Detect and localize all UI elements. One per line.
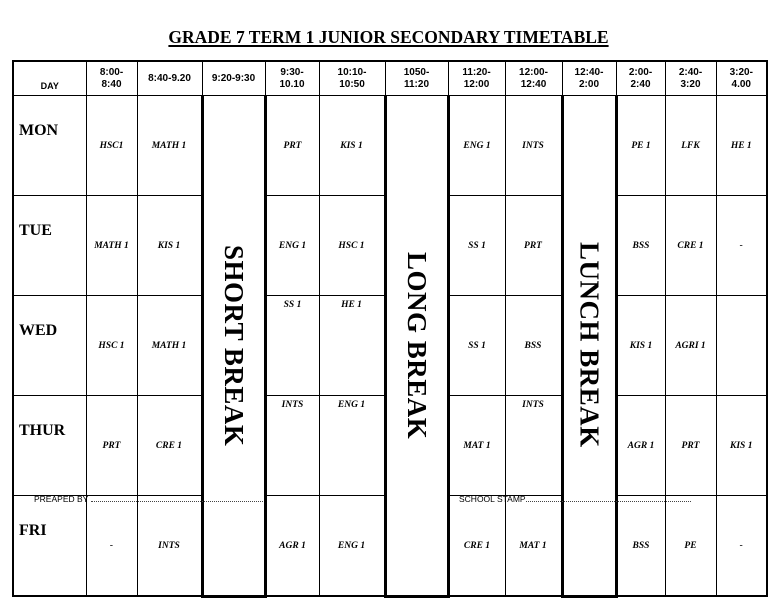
header-time-slot: 8:40-9.20: [137, 61, 202, 96]
header-time-slot: 10:10- 10:50: [319, 61, 385, 96]
lesson-cell: HE 1: [716, 96, 767, 196]
lesson-cell: ENG 1: [265, 196, 319, 296]
prepared-by-blank: [91, 494, 263, 502]
header-time-slot: 3:20- 4.00: [716, 61, 767, 96]
long-break-column: [385, 96, 448, 597]
timetable-grid: [12, 60, 768, 598]
school-stamp-label: SCHOOL STAMP: [459, 494, 526, 504]
lesson-cell: ENG 1: [448, 96, 505, 196]
lesson-cell: KIS 1: [319, 96, 385, 196]
header-time-slot: 8:00- 8:40: [86, 61, 137, 96]
lesson-cell: INTS: [137, 496, 202, 597]
lesson-cell: PRT: [665, 396, 716, 496]
lesson-cell: BSS: [616, 196, 665, 296]
lesson-cell: KIS 1: [616, 296, 665, 396]
prepared-by-line: [34, 494, 263, 504]
lesson-cell: AGR 1: [265, 496, 319, 597]
day-label: FRI: [13, 496, 86, 597]
lesson-cell: AGR 1: [616, 396, 665, 496]
lunch-break-label: LUNCH BREAK: [574, 242, 605, 449]
lesson-cell: -: [716, 496, 767, 597]
lesson-cell: SS 1: [265, 296, 319, 396]
header-day: DAY: [13, 61, 86, 96]
lesson-cell: HE 1: [319, 296, 385, 396]
lesson-cell: INTS: [505, 396, 562, 496]
lesson-cell: MATH 1: [137, 96, 202, 196]
school-stamp-blank: [526, 494, 691, 502]
header-time-slot: 9:20-9:30: [202, 61, 265, 96]
long-break-label: LONG BREAK: [402, 251, 432, 439]
header-time-slot: 2:40- 3:20: [665, 61, 716, 96]
header-time-slot: 12:00- 12:40: [505, 61, 562, 96]
header-time-slot: 9:30- 10.10: [265, 61, 319, 96]
header-time-slot: 2:00- 2:40: [616, 61, 665, 96]
lesson-cell: CRE 1: [448, 496, 505, 597]
day-label: WED: [13, 296, 86, 396]
lesson-cell: PE 1: [616, 96, 665, 196]
lesson-cell: MAT 1: [505, 496, 562, 597]
lesson-cell: INTS: [505, 96, 562, 196]
header-row: [13, 61, 767, 96]
school-stamp-line: [459, 494, 691, 504]
header-time-slot: 12:40- 2:00: [562, 61, 616, 96]
short-break-column: [202, 96, 265, 597]
timetable-title: GRADE 7 TERM 1 JUNIOR SECONDARY TIMETABLE: [168, 27, 609, 47]
lesson-cell: AGRI 1: [665, 296, 716, 396]
lesson-cell: HSC1: [86, 96, 137, 196]
day-label: THUR: [13, 396, 86, 496]
lesson-cell: PRT: [265, 96, 319, 196]
lesson-cell: PE: [665, 496, 716, 597]
lesson-cell: KIS 1: [137, 196, 202, 296]
lesson-cell: BSS: [505, 296, 562, 396]
lesson-cell: -: [716, 196, 767, 296]
lesson-cell: KIS 1: [716, 396, 767, 496]
prepared-by-label: PREAPED BY: [34, 494, 89, 504]
day-label: MON: [13, 96, 86, 196]
header-time-slot: 11:20- 12:00: [448, 61, 505, 96]
lesson-cell: BSS: [616, 496, 665, 597]
lesson-cell: [716, 296, 767, 396]
lesson-cell: -: [86, 496, 137, 597]
day-label: TUE: [13, 196, 86, 296]
lesson-cell: ENG 1: [319, 496, 385, 597]
lesson-cell: INTS: [265, 396, 319, 496]
lesson-cell: MATH 1: [86, 196, 137, 296]
lesson-cell: SS 1: [448, 296, 505, 396]
day-row-mon: [13, 96, 767, 196]
lesson-cell: HSC 1: [319, 196, 385, 296]
short-break-label: SHORT BREAK: [219, 244, 249, 446]
lesson-cell: CRE 1: [665, 196, 716, 296]
lesson-cell: MATH 1: [137, 296, 202, 396]
lesson-cell: MAT 1: [448, 396, 505, 496]
lesson-cell: PRT: [86, 396, 137, 496]
lesson-cell: SS 1: [448, 196, 505, 296]
lesson-cell: LFK: [665, 96, 716, 196]
lesson-cell: CRE 1: [137, 396, 202, 496]
header-time-slot: 1050- 11:20: [385, 61, 448, 96]
lesson-cell: HSC 1: [86, 296, 137, 396]
lunch-break-column: [562, 96, 616, 597]
lesson-cell: PRT: [505, 196, 562, 296]
lesson-cell: ENG 1: [319, 396, 385, 496]
